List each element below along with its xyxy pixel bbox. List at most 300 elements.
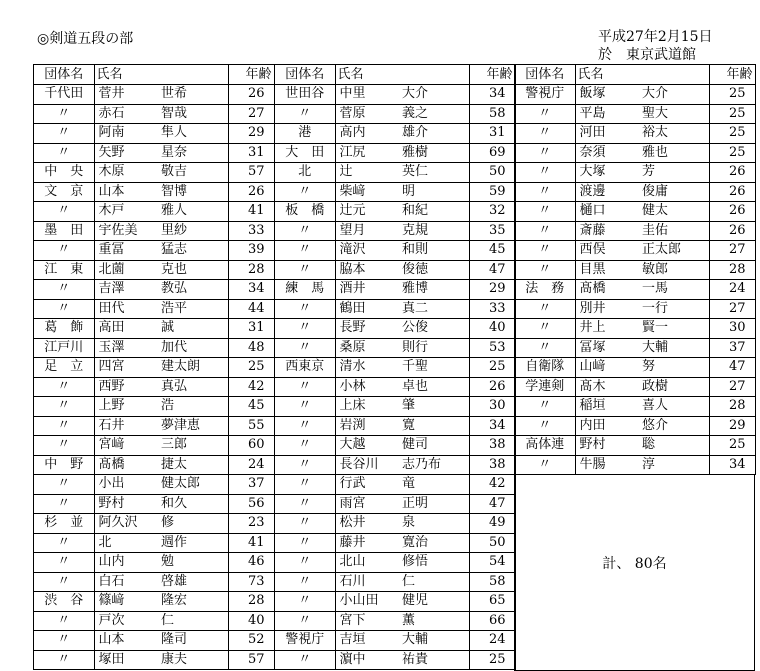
group-cell: 〃: [34, 241, 94, 261]
given-name-cell: 悠介: [640, 416, 709, 436]
surname-cell: 松井: [335, 514, 400, 534]
age-cell: 38: [469, 436, 515, 456]
group-cell: 〃: [275, 494, 335, 514]
table-row: [275, 104, 515, 124]
given-name-cell: 寛: [400, 416, 469, 436]
age-cell: 42: [469, 475, 515, 495]
age-cell: 30: [709, 319, 755, 339]
group-cell: 〃: [275, 533, 335, 553]
given-name-cell: 芳: [640, 163, 709, 183]
table-row: [275, 338, 515, 358]
age-cell: 49: [469, 514, 515, 534]
age-cell: 52: [228, 631, 274, 651]
age-cell: 58: [469, 104, 515, 124]
table-row: [515, 397, 755, 417]
roster-table: [34, 65, 275, 670]
surname-cell: 岩渕: [335, 416, 400, 436]
surname-cell: 桑原: [335, 338, 400, 358]
group-cell: 千代田: [34, 85, 94, 105]
group-cell: 〃: [34, 611, 94, 631]
surname-cell: 辻: [335, 163, 400, 183]
roster-table: [275, 65, 516, 670]
given-name-cell: 千聖: [400, 358, 469, 378]
group-cell: 渋 谷: [34, 592, 94, 612]
header-group: 団体名: [34, 65, 94, 85]
given-name-cell: 仁: [159, 611, 228, 631]
age-cell: 55: [228, 416, 274, 436]
surname-cell: 雨宮: [335, 494, 400, 514]
group-cell: 〃: [275, 436, 335, 456]
surname-cell: 斎藤: [575, 221, 640, 241]
age-cell: 26: [228, 182, 274, 202]
table-row: [515, 221, 755, 241]
surname-cell: 宮﨑: [94, 436, 159, 456]
surname-cell: 山内: [94, 553, 159, 573]
venue-prefix: 於: [598, 47, 612, 63]
age-cell: 29: [228, 124, 274, 144]
table-row: [34, 514, 274, 534]
table-row: [34, 553, 274, 573]
table-row: [34, 143, 274, 163]
table-row: [275, 494, 515, 514]
given-name-cell: 世希: [159, 85, 228, 105]
age-cell: 53: [469, 338, 515, 358]
table-row: [515, 299, 755, 319]
table-row: [34, 182, 274, 202]
given-name-cell: 修悟: [400, 553, 469, 573]
age-cell: 28: [228, 592, 274, 612]
table-row: [275, 436, 515, 456]
group-cell: 〃: [34, 572, 94, 592]
table-row: [515, 260, 755, 280]
surname-cell: 西野: [94, 377, 159, 397]
table-row: [34, 611, 274, 631]
age-cell: 24: [469, 631, 515, 651]
group-cell: 〃: [275, 455, 335, 475]
given-name-cell: 雅博: [400, 280, 469, 300]
given-name-cell: 浩: [159, 397, 228, 417]
group-cell: 〃: [275, 104, 335, 124]
given-name-cell: 浩平: [159, 299, 228, 319]
surname-cell: 稲垣: [575, 397, 640, 417]
table-row: [515, 416, 755, 436]
group-cell: 〃: [275, 319, 335, 339]
age-cell: 39: [228, 241, 274, 261]
age-cell: 40: [469, 319, 515, 339]
table-row: [34, 338, 274, 358]
surname-cell: 柴﨑: [335, 182, 400, 202]
age-cell: 26: [709, 202, 755, 222]
surname-cell: 西俣: [575, 241, 640, 261]
surname-cell: 北山: [335, 553, 400, 573]
table-row: [275, 280, 515, 300]
given-name-cell: 健太郎: [159, 475, 228, 495]
given-name-cell: 努: [640, 358, 709, 378]
table-row: [34, 592, 274, 612]
group-cell: 〃: [275, 650, 335, 670]
age-cell: 26: [709, 182, 755, 202]
age-cell: 30: [469, 397, 515, 417]
group-cell: 〃: [515, 221, 575, 241]
age-cell: 50: [469, 163, 515, 183]
age-cell: 56: [228, 494, 274, 514]
group-cell: 北: [275, 163, 335, 183]
age-cell: 58: [469, 572, 515, 592]
table-row: [34, 163, 274, 183]
age-cell: 25: [709, 436, 755, 456]
surname-cell: 牛腸: [575, 455, 640, 475]
group-cell: 〃: [34, 104, 94, 124]
group-cell: 〃: [275, 416, 335, 436]
table-row: [515, 143, 755, 163]
header-name-spacer: [400, 65, 469, 85]
table-row: [34, 631, 274, 651]
age-cell: 23: [228, 514, 274, 534]
surname-cell: 井上: [575, 319, 640, 339]
surname-cell: 中里: [335, 85, 400, 105]
group-cell: 〃: [34, 397, 94, 417]
age-cell: 48: [228, 338, 274, 358]
group-cell: 〃: [515, 260, 575, 280]
age-cell: 26: [469, 377, 515, 397]
age-cell: 28: [709, 260, 755, 280]
age-cell: 35: [469, 221, 515, 241]
surname-cell: 石井: [94, 416, 159, 436]
event-date: 平成27年2月15日: [598, 29, 713, 45]
header-name-spacer: [640, 65, 709, 85]
table-row: [515, 202, 755, 222]
table-row: [275, 85, 515, 105]
age-cell: 42: [228, 377, 274, 397]
surname-cell: 矢野: [94, 143, 159, 163]
surname-cell: 内田: [575, 416, 640, 436]
age-cell: 47: [469, 260, 515, 280]
given-name-cell: 真弘: [159, 377, 228, 397]
surname-cell: 髙橋: [94, 455, 159, 475]
given-name-cell: 大輔: [640, 338, 709, 358]
group-cell: 〃: [34, 553, 94, 573]
given-name-cell: 明: [400, 182, 469, 202]
group-cell: 練 馬: [275, 280, 335, 300]
surname-cell: 木戸: [94, 202, 159, 222]
table-row: [515, 85, 755, 105]
given-name-cell: 和久: [159, 494, 228, 514]
surname-cell: 小山田: [335, 592, 400, 612]
surname-cell: 冨塚: [575, 338, 640, 358]
group-cell: 〃: [275, 572, 335, 592]
surname-cell: 行武: [335, 475, 400, 495]
group-cell: 警視庁: [275, 631, 335, 651]
age-cell: 66: [469, 611, 515, 631]
table-row: [275, 631, 515, 651]
table-row: [515, 358, 755, 378]
age-cell: 26: [228, 85, 274, 105]
given-name-cell: 喜人: [640, 397, 709, 417]
given-name-cell: 健児: [400, 592, 469, 612]
table-row: [34, 124, 274, 144]
surname-cell: 宮下: [335, 611, 400, 631]
surname-cell: 四宮: [94, 358, 159, 378]
table-row: [275, 397, 515, 417]
group-cell: 〃: [34, 124, 94, 144]
table-row: [275, 455, 515, 475]
given-name-cell: 正明: [400, 494, 469, 514]
given-name-cell: 雅也: [640, 143, 709, 163]
group-cell: 江戸川: [34, 338, 94, 358]
given-name-cell: 一馬: [640, 280, 709, 300]
group-cell: 〃: [275, 221, 335, 241]
table-row: [515, 241, 755, 261]
header-age: 年齢: [228, 65, 274, 85]
surname-cell: 赤石: [94, 104, 159, 124]
header-group: 団体名: [275, 65, 335, 85]
table-row: [34, 280, 274, 300]
age-cell: 27: [709, 377, 755, 397]
surname-cell: 菅井: [94, 85, 159, 105]
group-cell: 〃: [515, 338, 575, 358]
table-row: [34, 416, 274, 436]
given-name-cell: 俊徳: [400, 260, 469, 280]
given-name-cell: 教弘: [159, 280, 228, 300]
group-cell: 墨 田: [34, 221, 94, 241]
age-cell: 29: [709, 416, 755, 436]
group-cell: 〃: [34, 631, 94, 651]
age-cell: 24: [228, 455, 274, 475]
surname-cell: 白石: [94, 572, 159, 592]
group-cell: 港: [275, 124, 335, 144]
group-cell: 〃: [34, 299, 94, 319]
surname-cell: 河田: [575, 124, 640, 144]
group-cell: 〃: [275, 553, 335, 573]
age-cell: 46: [228, 553, 274, 573]
group-cell: 〃: [34, 436, 94, 456]
given-name-cell: 正太郎: [640, 241, 709, 261]
surname-cell: 清水: [335, 358, 400, 378]
event-venue: 東京武道館: [626, 47, 696, 63]
group-cell: 板 橋: [275, 202, 335, 222]
roster-column-2: [274, 64, 516, 670]
group-cell: 警視庁: [515, 85, 575, 105]
given-name-cell: 公俊: [400, 319, 469, 339]
group-cell: 法 務: [515, 280, 575, 300]
given-name-cell: 夢津恵: [159, 416, 228, 436]
group-cell: 〃: [34, 202, 94, 222]
table-row: [34, 260, 274, 280]
age-cell: 73: [228, 572, 274, 592]
total-count: 計、 80名: [602, 556, 667, 572]
group-cell: 大 田: [275, 143, 335, 163]
surname-cell: 大越: [335, 436, 400, 456]
table-row: [34, 104, 274, 124]
given-name-cell: 雄介: [400, 124, 469, 144]
given-name-cell: 健太: [640, 202, 709, 222]
table-row: [275, 533, 515, 553]
group-cell: 〃: [515, 182, 575, 202]
group-cell: 〃: [515, 104, 575, 124]
table-row: [275, 202, 515, 222]
given-name-cell: 大輔: [400, 631, 469, 651]
given-name-cell: 修: [159, 514, 228, 534]
surname-cell: 塚田: [94, 650, 159, 670]
table-row: [34, 241, 274, 261]
header-age: 年齢: [469, 65, 515, 85]
surname-cell: 北: [94, 533, 159, 553]
surname-cell: 髙橋: [575, 280, 640, 300]
surname-cell: 濵中: [335, 650, 400, 670]
group-cell: 〃: [275, 592, 335, 612]
age-cell: 45: [228, 397, 274, 417]
group-cell: 〃: [275, 377, 335, 397]
table-row: [515, 319, 755, 339]
group-cell: 〃: [34, 377, 94, 397]
surname-cell: 野村: [575, 436, 640, 456]
given-name-cell: 和紀: [400, 202, 469, 222]
age-cell: 33: [469, 299, 515, 319]
age-cell: 31: [469, 124, 515, 144]
group-cell: 葛 飾: [34, 319, 94, 339]
surname-cell: 上野: [94, 397, 159, 417]
age-cell: 34: [469, 416, 515, 436]
surname-cell: 阿南: [94, 124, 159, 144]
surname-cell: 上床: [335, 397, 400, 417]
surname-cell: 重冨: [94, 241, 159, 261]
given-name-cell: 竜: [400, 475, 469, 495]
given-name-cell: 康夫: [159, 650, 228, 670]
page-title: ◎剣道五段の部: [37, 31, 134, 47]
group-cell: 〃: [275, 241, 335, 261]
group-cell: 〃: [515, 416, 575, 436]
group-cell: 〃: [34, 475, 94, 495]
given-name-cell: 真二: [400, 299, 469, 319]
surname-cell: 玉澤: [94, 338, 159, 358]
given-name-cell: 三郎: [159, 436, 228, 456]
group-cell: 〃: [515, 163, 575, 183]
table-row: [275, 124, 515, 144]
given-name-cell: 智哉: [159, 104, 228, 124]
age-cell: 44: [228, 299, 274, 319]
age-cell: 32: [469, 202, 515, 222]
given-name-cell: 則行: [400, 338, 469, 358]
group-cell: 〃: [34, 533, 94, 553]
surname-cell: 阿久沢: [94, 514, 159, 534]
age-cell: 40: [228, 611, 274, 631]
table-row: [34, 436, 274, 456]
table-row: [34, 85, 274, 105]
age-cell: 26: [709, 163, 755, 183]
given-name-cell: 隆宏: [159, 592, 228, 612]
header-age: 年齢: [709, 65, 755, 85]
surname-cell: 別井: [575, 299, 640, 319]
given-name-cell: 健司: [400, 436, 469, 456]
surname-cell: 渡邊: [575, 182, 640, 202]
header-row: [34, 65, 274, 85]
age-cell: 41: [228, 202, 274, 222]
roster-column-3: [514, 64, 756, 671]
surname-cell: 菅原: [335, 104, 400, 124]
group-cell: 中 野: [34, 455, 94, 475]
given-name-cell: 大介: [640, 85, 709, 105]
group-cell: 〃: [275, 338, 335, 358]
table-row: [275, 514, 515, 534]
given-name-cell: 捷太: [159, 455, 228, 475]
group-cell: 〃: [515, 397, 575, 417]
given-name-cell: 勉: [159, 553, 228, 573]
given-name-cell: 猛志: [159, 241, 228, 261]
table-row: [275, 163, 515, 183]
surname-cell: 平島: [575, 104, 640, 124]
surname-cell: 髙木: [575, 377, 640, 397]
given-name-cell: 賢一: [640, 319, 709, 339]
group-cell: 〃: [515, 299, 575, 319]
given-name-cell: 雅樹: [400, 143, 469, 163]
given-name-cell: 聡: [640, 436, 709, 456]
table-row: [34, 202, 274, 222]
group-cell: 〃: [275, 182, 335, 202]
age-cell: 31: [228, 319, 274, 339]
age-cell: 37: [709, 338, 755, 358]
given-name-cell: 和則: [400, 241, 469, 261]
age-cell: 37: [228, 475, 274, 495]
table-row: [275, 416, 515, 436]
surname-cell: 酒井: [335, 280, 400, 300]
group-cell: 杉 並: [34, 514, 94, 534]
surname-cell: 滝沢: [335, 241, 400, 261]
given-name-cell: 淳: [640, 455, 709, 475]
group-cell: 高体連: [515, 436, 575, 456]
age-cell: 25: [469, 358, 515, 378]
group-cell: 〃: [515, 202, 575, 222]
table-row: [275, 260, 515, 280]
header-group: 団体名: [515, 65, 575, 85]
surname-cell: 石川: [335, 572, 400, 592]
surname-cell: 長野: [335, 319, 400, 339]
age-cell: 24: [709, 280, 755, 300]
surname-cell: 山﨑: [575, 358, 640, 378]
roster-table: [515, 65, 756, 475]
group-cell: 〃: [34, 650, 94, 670]
group-cell: 自衛隊: [515, 358, 575, 378]
group-cell: 〃: [515, 241, 575, 261]
table-row: [34, 455, 274, 475]
given-name-cell: 加代: [159, 338, 228, 358]
given-name-cell: 大介: [400, 85, 469, 105]
given-name-cell: 薫: [400, 611, 469, 631]
surname-cell: 大塚: [575, 163, 640, 183]
given-name-cell: 祐貴: [400, 650, 469, 670]
given-name-cell: 卓也: [400, 377, 469, 397]
table-row: [515, 455, 755, 475]
roster-column-1: [33, 64, 275, 670]
surname-cell: 鶴田: [335, 299, 400, 319]
table-row: [515, 182, 755, 202]
age-cell: 65: [469, 592, 515, 612]
age-cell: 47: [469, 494, 515, 514]
surname-cell: 脇本: [335, 260, 400, 280]
given-name-cell: 隼人: [159, 124, 228, 144]
surname-cell: 辻元: [335, 202, 400, 222]
age-cell: 41: [228, 533, 274, 553]
table-row: [515, 338, 755, 358]
given-name-cell: 週作: [159, 533, 228, 553]
table-row: [275, 182, 515, 202]
table-row: [34, 358, 274, 378]
given-name-cell: 義之: [400, 104, 469, 124]
surname-cell: 篠﨑: [94, 592, 159, 612]
given-name-cell: 俊庸: [640, 182, 709, 202]
group-cell: 文 京: [34, 182, 94, 202]
table-row: [275, 299, 515, 319]
table-row: [34, 221, 274, 241]
